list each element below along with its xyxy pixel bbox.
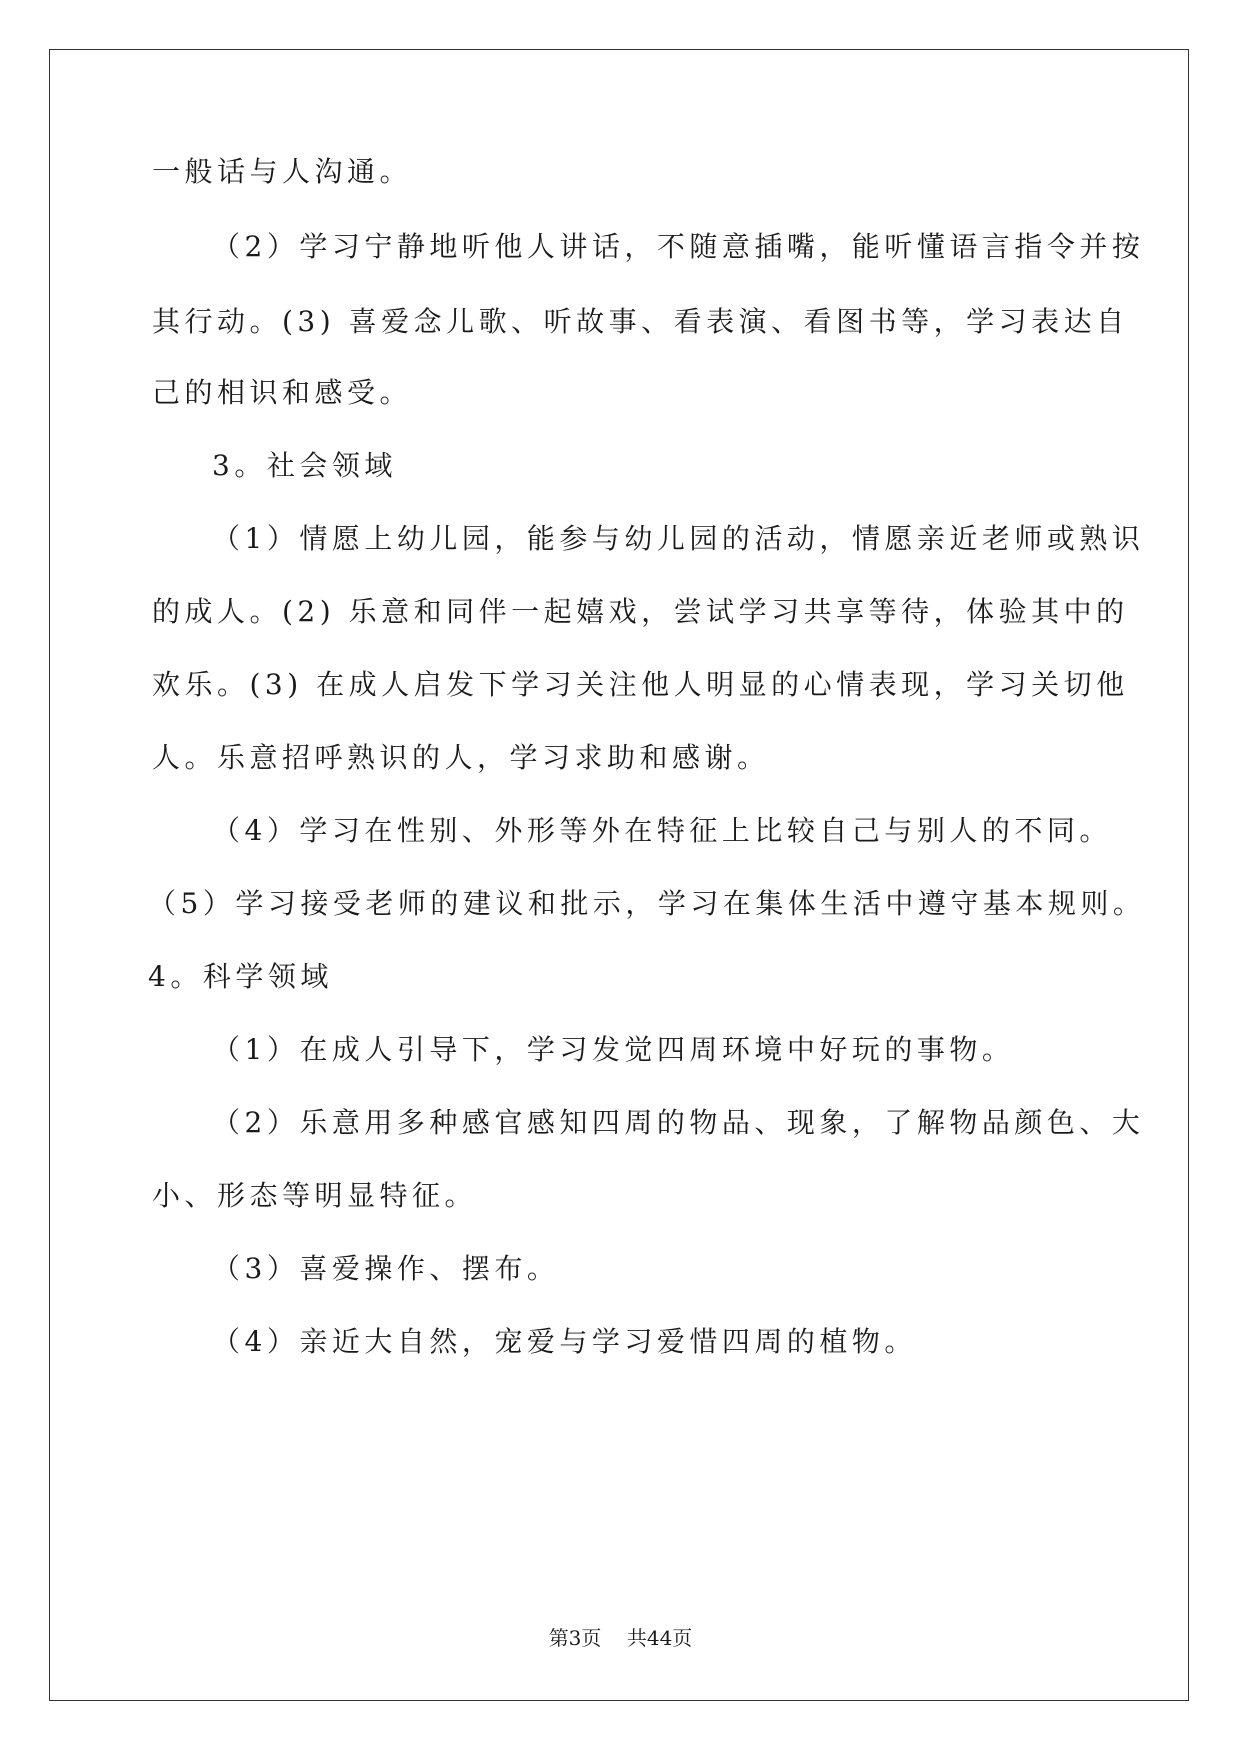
- body-text-line: （4）亲近大自然，宠爱与学习爱惜四周的植物。: [212, 1325, 917, 1358]
- page-border: [49, 49, 1189, 1701]
- body-text-line: 一般话与人沟通。: [152, 155, 413, 188]
- body-text-line: 小、形态等明显特征。: [152, 1179, 478, 1212]
- body-text-line: 己的相识和感受。: [152, 376, 413, 409]
- page-footer: 第3页 共44页: [548, 1626, 693, 1650]
- body-text-line: （1）情愿上幼儿园，能参与幼儿园的活动，情愿亲近老师或熟识: [212, 522, 1145, 555]
- body-text-line: 其行动。(3) 喜爱念儿歌、听故事、看表演、看图书等，学习表达自: [152, 305, 1129, 338]
- body-text-line: （5）学习接受老师的建议和批示，学习在集体生活中遵守基本规则。: [148, 887, 1146, 920]
- body-text-line: 欢乐。(3) 在成人启发下学习关注他人明显的心情表现，学习关切他: [152, 668, 1129, 701]
- body-text-line: （2）学习宁静地听他人讲话，不随意插嘴，能听懂语言指令并按: [212, 230, 1145, 263]
- body-text-line: （3）喜爱操作、摆布。: [212, 1252, 560, 1285]
- section-heading: 3。社会领域: [212, 449, 397, 482]
- section-heading: 4。科学领域: [148, 960, 333, 993]
- body-text-line: （4）学习在性别、外形等外在特征上比较自己与别人的不同。: [212, 814, 1112, 847]
- body-text-line: 人。乐意招呼熟识的人，学习求助和感谢。: [152, 741, 770, 774]
- body-text-line: （1）在成人引导下，学习发觉四周环境中好玩的事物。: [212, 1033, 1015, 1066]
- body-text-line: 的成人。(2) 乐意和同伴一起嬉戏，尝试学习共享等待，体验其中的: [152, 595, 1129, 628]
- body-text-line: （2）乐意用多种感官感知四周的物品、现象，了解物品颜色、大: [212, 1106, 1145, 1139]
